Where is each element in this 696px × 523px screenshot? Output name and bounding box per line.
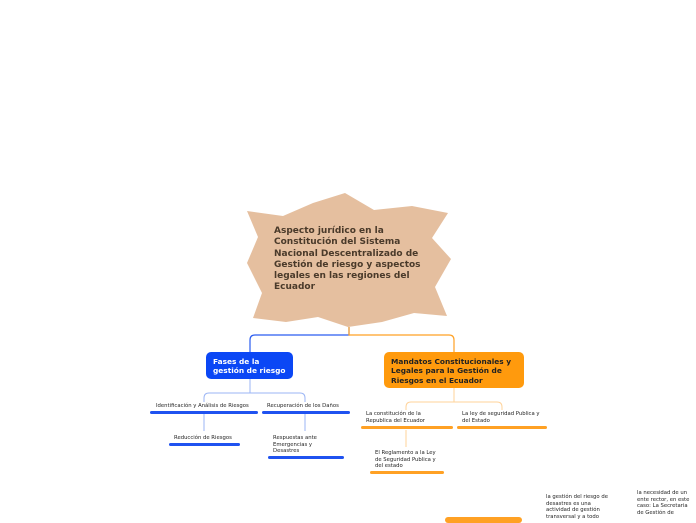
recuperacion-node[interactable]: Recuperación de los Daños [267, 403, 339, 409]
connector-root-fases [250, 327, 349, 352]
connector-root-mandatos [349, 327, 454, 352]
reduccion-underline [169, 443, 240, 446]
identificacion-underline [150, 411, 258, 414]
ley-seguridad-underline [457, 426, 547, 429]
identificacion-node[interactable]: Identificación y Análisis de Riesgos [156, 403, 249, 409]
side-note-right[interactable]: la necesidad de un ente rector, en este caso: La Secretaria de Gestión de [637, 490, 690, 516]
constitucion-underline [361, 426, 453, 429]
constitucion-node[interactable]: La constitución de la Republica del Ecuador [366, 411, 425, 424]
mandatos-node[interactable]: Mandatos Constitucionales y Legales para la Gestión de Riesgos en el Ecuador [384, 352, 524, 388]
ley-seguridad-node[interactable]: La ley de seguridad Publica y del Estado [462, 411, 540, 424]
reglamento-node[interactable]: El Reglamento a la Ley de Seguridad Publica y del estado [375, 450, 436, 470]
fases-node[interactable]: Fases de la gestión de riesgo [206, 352, 293, 379]
root-title: Aspecto jurídico en la Constitución del Sistema Nacional Descentralizado de Gestión de riesgo y aspectos legales en las regiones del Ecuador [274, 226, 421, 293]
orange-node-partial[interactable] [445, 517, 522, 523]
side-note-left[interactable]: la gestión del riesgo de desastres es una actividad de gestión transversal y a todo [546, 494, 608, 520]
respuestas-node[interactable]: Respuestas ante Emergencias y Desastres [273, 435, 317, 455]
reduccion-node[interactable]: Reducción de Riesgos [174, 435, 232, 441]
reglamento-underline [370, 471, 444, 474]
connector-mandatos-children [406, 388, 502, 410]
respuestas-underline [268, 456, 344, 459]
connector-fases-children [204, 379, 305, 402]
recuperacion-underline [262, 411, 350, 414]
